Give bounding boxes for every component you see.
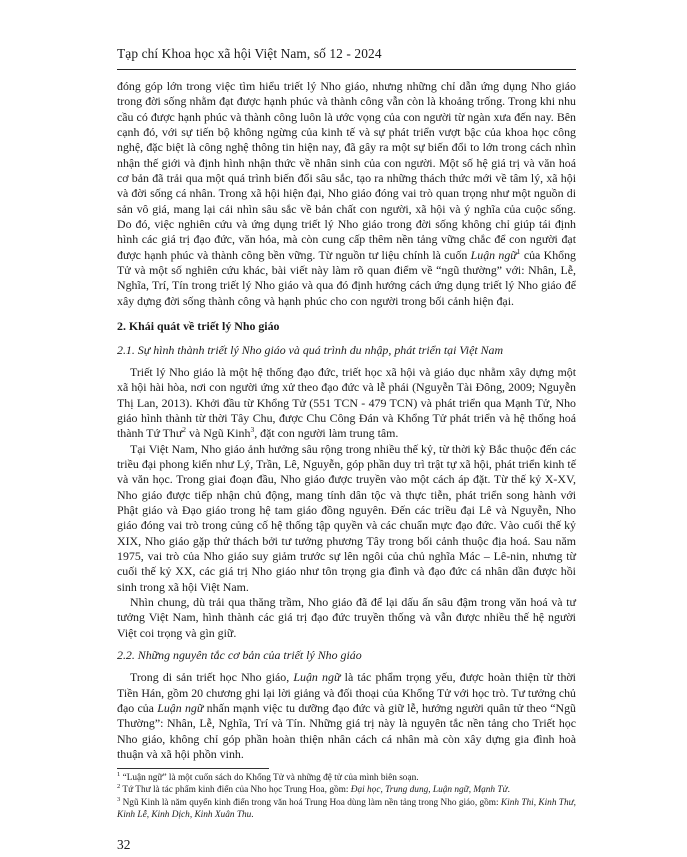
footnote-ref-1[interactable]: 1 bbox=[516, 246, 521, 256]
subsection-heading-2-2: 2.2. Những nguyên tắc cơ bản của triết lý Nho giáo bbox=[117, 648, 362, 663]
paragraph-definition: Triết lý Nho giáo là một hệ thống đạo đức, triết học xã hội và giáo dục nhằm xây dựng một xã hội hài hòa, nơi con người ứng xử theo đạo đức và lễ phái (Nguyễn Tài Đông, 2009; Nguyễn Thị Lan, 2013). Khởi đầu từ Khổng Tử (551 TCN - 479 TCN) và phát triển qua Mạnh Tử, Nho giáo hình thành từ thời Tây Chu, được Chu Công Đán và Khổng Tử phát triển và hệ thống hoá thành Tứ Thư$^2$ và Ngũ Kinh$^3$, đặt con người làm trung tâm. bbox=[117, 364, 576, 441]
footnote-rule bbox=[117, 768, 269, 769]
work-title: Luận ngữ bbox=[470, 247, 517, 262]
page-number: 32 bbox=[117, 837, 131, 852]
paragraph-vietnam-history: Tại Việt Nam, Nho giáo ảnh hưởng sâu rộng trong nhiều thế kỷ, từ thời kỳ Bắc thuộc đến các triều đại phong kiến như Lý, Trần, Lê, Nguyễn, góp phần duy trì trật tự xã hội, phát triển kinh tế và văn học. Trong giai đoạn đầu, Nho giáo được truyền vào một cách áp đặt. Từ thế kỷ X-XV, Nho giáo được tiếp nhận chủ động, mang tính dân tộc và thực tiễn, phát triển song hành với Phật giáo và Đạo giáo trong hệ tam giáo đồng nguyên. Đến các triều đại Lê và Nguyễn, Nho giáo đóng vai trò trong củng cố hệ thống tập quyền và các chuẩn mực đạo đức. Vào cuối thế kỷ XIX, Nho giáo gặp thử thách bởi tư tưởng phương Tây trong bối cảnh thuộc địa hoá. Sau năm 1975, vai trò của Nho giáo suy giảm trước sự lên ngôi của chủ nghĩa Mác – Lê-nin, nhưng từ cuối thế kỷ XX, các giá trị Nho giáo như tôn trọng gia đình và đạo đức cá nhân dần được hồi sinh trong xã hội Việt Nam. bbox=[117, 441, 576, 594]
paragraph-summary: Nhìn chung, dù trải qua thăng trầm, Nho giáo đã để lại dấu ấn sâu đậm trong văn hoá và tư tưởng Việt Nam, hình thành các giá trị đạo đức truyền thống và vẫn được nhiều thế hệ người Việt coi trọng và gìn giữ. bbox=[117, 595, 576, 640]
running-header: Tạp chí Khoa học xã hội Việt Nam, số 12 - 2024 bbox=[117, 46, 382, 61]
header-rule bbox=[117, 69, 576, 70]
section-heading-2: 2. Khái quát về triết lý Nho giáo bbox=[117, 319, 280, 334]
subsection-heading-2-1: 2.1. Sự hình thành triết lý Nho giáo và quá trình du nhập, phát triển tại Việt Nam bbox=[117, 342, 504, 357]
footnote-3: $^3$ Ngũ Kinh là năm quyển kinh điển trong văn hoá Trung Hoa dùng làm nền tảng trong Nho giáo, gồm: Kinh Thi, Kinh Thư, Kinh Lễ, Kinh Dịch, Kinh Xuân Thu. bbox=[117, 795, 577, 821]
footnotes bbox=[117, 772, 576, 822]
footnote-ref-2[interactable]: 2 bbox=[182, 425, 187, 435]
article-body bbox=[117, 79, 576, 762]
footnote-2: $^2$ Tứ Thư là tác phẩm kinh điển của Nho học Trung Hoa, gồm: Đại học, Trung dung, Luận ngữ, Mạnh Tử. bbox=[117, 783, 510, 796]
paragraph-principles: Trong di sản triết học Nho giáo, Luận ngữ là tác phẩm trọng yếu, được hoàn thiện từ thời Tiền Hán, gồm 20 chương ghi lại lời giảng và đối thoại của Khổng Tử với học trò. Tư tưởng chủ đạo của Luận ngữ nhấn mạnh việc tu dưỡng đạo đức và giữ lễ, hướng người quân tử theo “Ngũ Thường”: Nhân, Lễ, Nghĩa, Trí và Tín. Những giá trị này là nguyên tắc nền tảng cho Triết học Nho giáo, không chỉ góp phần hoàn thiện nhân cách cá nhân mà còn xây dựng gia đình hoà thuận và xã hội phồn vinh. bbox=[117, 670, 576, 762]
work-title: Luận ngữ bbox=[157, 701, 204, 716]
footnote-1: $^1$ “Luận ngữ” là một cuốn sách do Khổng Tử và những đệ tử của mình biên soạn. bbox=[117, 770, 419, 783]
paragraph-intro: đóng góp lớn trong việc tìm hiểu triết lý Nho giáo, nhưng những chỉ dẫn ứng dụng Nho giáo trong đời sống nhằm đạt được hạnh phúc và thành công vẫn còn là khoảng trống. Trong khi nhu cầu có được hạnh phúc và thành công luôn là ước vọng của con người từ ngàn xưa đến nay. Bên cạnh đó, với sự tiến bộ không ngừng của kinh tế và sự phát triển vượt bậc của khoa học công nghệ, đặc biệt là công nghệ thông tin hiện nay, đã gây ra một sự biến đổi to lớn trong cách nhìn nhận thế giới và định hình nhận thức về nhân sinh của con người. Một số hệ giá trị và văn hoá cơ bản đã trải qua một quá trình biến đổi sâu sắc, tạo ra những thách thức mới về tâm lý, xã hội và đời sống cá nhân. Trong xã hội hiện đại, Nho giáo đóng vai trò quan trọng như một nguồn di sản vô giá, mang lại cái nhìn sâu sắc về bản chất con người, xã hội và ý nghĩa của cuộc sống. Do đó, việc nghiên cứu và ứng dụng triết lý Nho giáo trong đời sống không chỉ giúp tái định hình các giá trị đạo đức, văn hóa, mà còn cung cấp thêm nền tảng vững chắc để con người đạt được hạnh phúc và thành công bền vững. Từ nguồn tư liệu chính là cuốn Luận ngữ$^1$ của Khổng Tử và một số nghiên cứu khác, bài viết này làm rõ quan điểm về “ngũ thường” với: Nhân, Lễ, Nghĩa, Trí, Tín trong triết lý Nho giáo và qua đó định hướng cách ứng dụng triết lý Nho giáo để xây dựng đời sống thành công và hạnh phúc cho con người trong bối cảnh hiện đại. bbox=[117, 79, 576, 308]
work-title: Luận ngữ bbox=[293, 670, 341, 685]
footnote-ref-3[interactable]: 3 bbox=[250, 425, 255, 435]
